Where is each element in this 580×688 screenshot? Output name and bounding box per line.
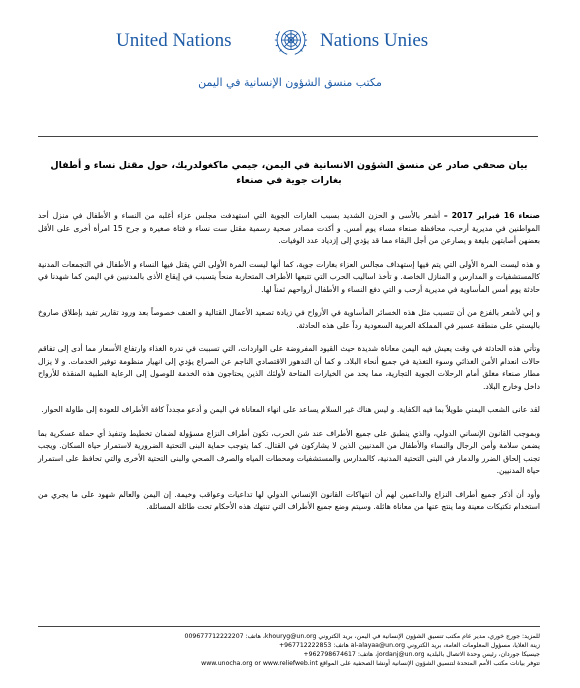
press-release-body <box>38 210 540 525</box>
org-name-french: Nations Unies <box>320 30 429 51</box>
office-name: مكتب منسق الشؤون الإنسانية في اليمن <box>198 76 382 89</box>
contact-line: زينة العلايا، مسؤول المعلومات العامة، بريد الكتروني al-alayaa@un.org هاتف: 967712222853+ <box>278 642 540 649</box>
paragraph-6: وبموجب القانون الإنساني الدولي، والذي ينطبق على جميع الأطراف عند شن الحرب، تكون أطراف النزاع مسؤولة لضمان تخطيط وتنفيذ أي حملة عسكرية بما يضمن سلامة وأمن الرجال والنساء والأطفال من المدنيين الذين لا يشاركون في القتال. كما يتوجب حماية البنى التحتية الضرورية لاستمرار حياة السكان. ويجب تجنب إلحاق الضرر والدمار في البنى التحتية المدنية، كالمدارس والمستشفيات ومحطات المياه والصرف الصحي والبنى التحتية الأخرى والتي تحافظ على استمرار حياة المدنيين. <box>38 428 540 475</box>
paragraph-7: وأود أن أذكر جميع أطراف النزاع والداعمين لهم أن انتهاكات القانون الإنساني الدولي لها تداعيات وعواقب وخيمة. إن اليمن والعالم شهود على ما يجري من استخدام تكتيكات معينة وما ينتج عنها من معاناة هائلة. وسيتم وضع جميع الأطراف التي تنتهك هذه الأحكام تحت طائلة المسائلة. <box>38 489 540 511</box>
paragraph-4: وتأتي هذه الحادثة في وقت يعيش فيه اليمن معاناة شديدة حيث القيود المفروضة على الواردات، التي تسببت في ندرة الغذاء وارتفاع الأسعار مما أدى إلى تفاقم حالات انعدام الأمن الغذائي وسوء التغذية في جميع أنحاء البلاد. و كما أن التدهور الاقتصادي الناجم عن الصراع يؤدي إلى انهيار منظومة توفير الخدمات. و لا يزال مطار صنعاء مغلق أمام الرحلات الجوية التجارية، مما يحد من الخيارات المتاحة لأولئك الذين يحتاجون هذه الخدمة للوصول إلى الرعاية الطبية المنقذة للأرواح داخل وخارج البلاد. <box>38 344 540 391</box>
paragraph-text: أشعر بالأسى و الحزن الشديد بسبب الغارات الجوية التي استهدفت مجلس عزاء أغلبه من النساء و الأطفال في منزل أحد المواطنين في مديرية أرحب، محافظة صنعاء مساء يوم أمس. و أكدت مصادر صحية رسمية مقتل ست نساء و فتاة صغيرة و جرح 15 امرأة أخرى على الأقل بعضهن أصابتهن بليغة و يصارعن من أجل البقاء مما قد يؤدي إلى إزدياد عدد الوفيات. <box>38 211 540 245</box>
contact-line: جيسيكا جوردان، رئيس وحدة الاتصال بالبلدية jordanj@un.org، هاتف: 962798674617+ <box>303 651 540 658</box>
contact-line: للمزيد: جورج خوري، مدير عام مكتب تنسيق الشؤون الإنسانية في اليمن، بريد الكتروني khouryg@un.org، هاتف: 009677712222207 <box>184 633 540 640</box>
paragraph-3: و إني لأشعر بالفزع من أن تتسبب مثل هذه الخسائر المأساوية في الأرواح في زيادة تصعيد الأعمال القتالية و العنف خصوصاً بعد ورود تقارير تفيد بإطلاق صاروخ باليستي على منطقة عسير في المملكة العربية السعودية رداً على هذه الحادثة. <box>38 308 540 330</box>
contact-footer <box>38 626 540 668</box>
paragraph-5: لقد عانى الشعب اليمني طويلاً بما فيه الكفاية. و ليس هناك غير السلام يساعد على انهاء المعاناة في اليمن و أدعو مجدداً كافة الأطراف للعودة إلى طاولة الحوار. <box>41 405 540 414</box>
dateline: صنعاء 16 فبراير 2017 – <box>443 211 540 220</box>
contact-line: تتوفر بيانات مكتب الأمم المتحدة لتنسيق الشؤون الإنسانية أونشا الصحفية على المواقع www.unocha.org or www.reliefweb.int <box>201 660 540 667</box>
paragraph-2: و هذه ليست المرة الأولى التي يتم فيها إستهداف مجالس العزاء بغارات جوية، كما أنها ليست المرة الأولى التي يقتل فيها النساء و الأطفال في التجمعات المدنية كالمستشفيات و المدارس و المنازل الخاصة. و تأخذ اساليب الحرب التي تتبعها الأطراف المتحاربة منحاً يتسبب في إيقاع الأذى بالمدنيين في اليمن كما شهدنا في حادثة يوم أمس المأساوية في مديرية أرحب و التي دفع النساء و الأطفال أرواحهم ثمناً لها. <box>38 259 540 294</box>
un-emblem-icon <box>272 22 310 60</box>
paragraph-1 <box>38 210 540 248</box>
org-name-english: United Nations <box>116 30 232 51</box>
press-release-title: بيان صحفي صادر عن منسق الشؤون الانسانية في اليمن، جيمي ماكغولدريك، حول مقتل نساء و أطفال بغارات جوية في صنعاء <box>50 160 528 186</box>
letterhead <box>0 22 580 62</box>
header-divider <box>38 136 538 137</box>
